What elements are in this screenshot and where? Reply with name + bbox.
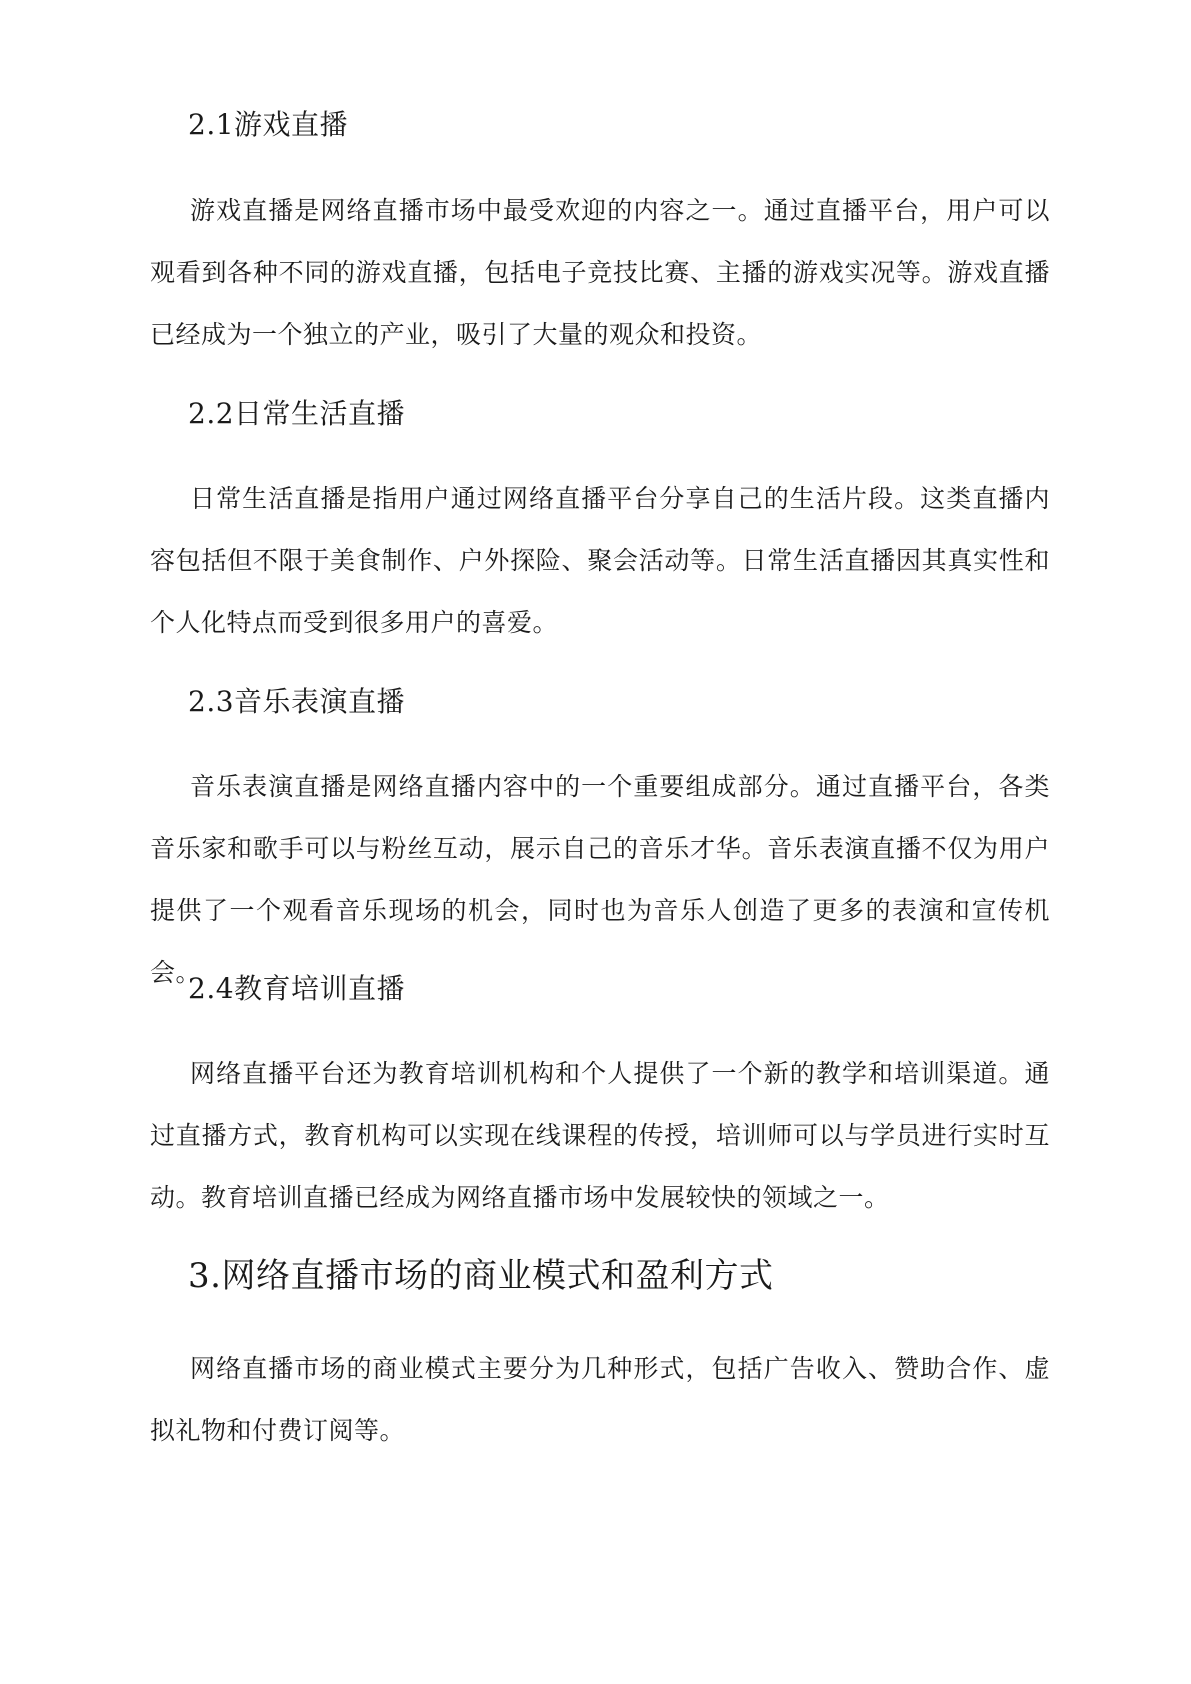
heading-daily-life-live: 2.2日常生活直播 [188,397,406,430]
heading-business-model: 3.网络直播市场的商业模式和盈利方式 [188,1256,774,1296]
paragraph-education-live: 网络直播平台还为教育培训机构和个人提供了一个新的教学和培训渠道。通过直播方式，教育机构可以实现在线课程的传授，培训师可以与学员进行实时互动。教育培训直播已经成为网络直播市场中发展较快的领域之一。 [150,1059,1050,1212]
heading-game-live: 2.1游戏直播 [188,108,349,141]
paragraph-game-live: 游戏直播是网络直播市场中最受欢迎的内容之一。通过直播平台，用户可以观看到各种不同的游戏直播，包括电子竞技比赛、主播的游戏实况等。游戏直播已经成为一个独立的产业，吸引了大量的观众和投资。 [150,196,1050,349]
paragraph-daily-life-live: 日常生活直播是指用户通过网络直播平台分享自己的生活片段。这类直播内容包括但不限于美食制作、户外探险、聚会活动等。日常生活直播因其真实性和个人化特点而受到很多用户的喜爱。 [150,484,1050,637]
heading-education-live: 2.4教育培训直播 [188,972,406,1005]
paragraph-business-model: 网络直播市场的商业模式主要分为几种形式，包括广告收入、赞助合作、虚拟礼物和付费订阅等。 [150,1354,1050,1445]
heading-music-live: 2.3音乐表演直播 [188,685,406,718]
paragraph-music-live: 音乐表演直播是网络直播内容中的一个重要组成部分。通过直播平台，各类音乐家和歌手可以与粉丝互动，展示自己的音乐才华。音乐表演直播不仅为用户提供了一个观看音乐现场的机会，同时也为音乐人创造了更多的表演和宣传机会。 [150,772,1050,987]
